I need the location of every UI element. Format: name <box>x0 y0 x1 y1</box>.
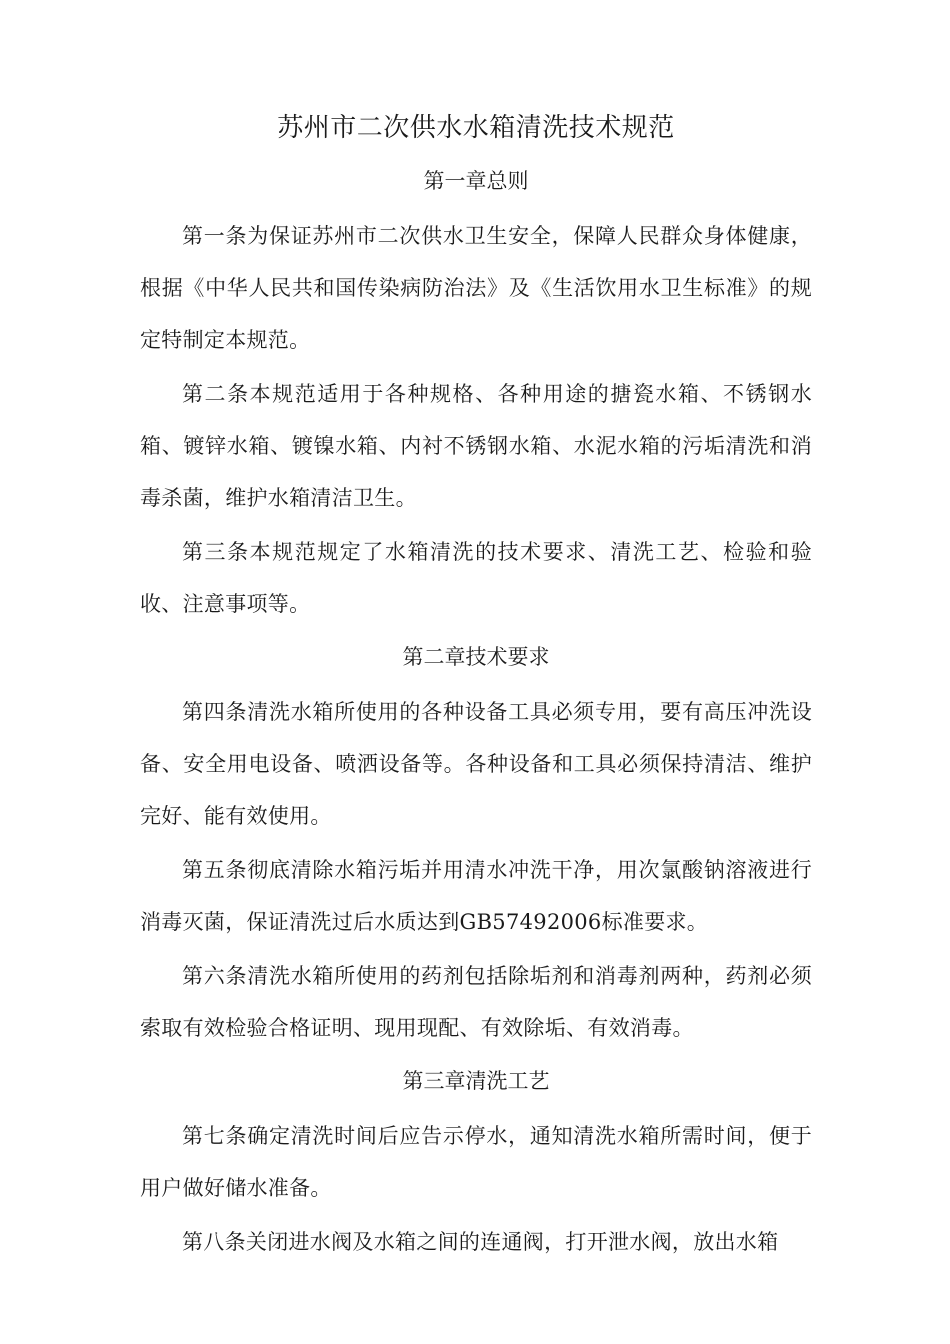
article-8: 第八条关闭进水阀及水箱之间的连通阀，打开泄水阀，放出水箱 <box>182 1230 779 1254</box>
article-2: 第二条本规范适用于各种规格、各种用途的搪瓷水箱、不锈钢水箱、镀锌水箱、镀镍水箱、内衬不锈钢水箱、水泥水箱的污垢清洗和消毒杀菌，维护水箱清洁卫生。 <box>140 382 812 510</box>
article-5: 第五条彻底清除水箱污垢并用清水冲洗干净，用次氯酸钠溶液进行消毒灭菌，保证清洗过后水质达到GB57492006标准要求。 <box>140 858 812 934</box>
article-6: 第六条清洗水箱所使用的药剂包括除垢剂和消毒剂两种，药剂必须索取有效检验合格证明、现用现配、有效除垢、有效消毒。 <box>140 964 812 1040</box>
article-4: 第四条清洗水箱所使用的各种设备工具必须专用，要有高压冲洗设备、安全用电设备、喷洒设备等。各种设备和工具必须保持清洁、维护完好、能有效使用。 <box>140 700 812 828</box>
article-1: 第一条为保证苏州市二次供水卫生安全，保障人民群众身体健康，根据《中华人民共和国传染病防治法》及《生活饮用水卫生标准》的规定特制定本规范。 <box>140 224 812 352</box>
chapter-heading-1: 第一章总则 <box>423 169 529 193</box>
document-title: 苏州市二次供水水箱清洗技术规范 <box>277 113 675 143</box>
article-7: 第七条确定清洗时间后应告示停水，通知清洗水箱所需时间，便于用户做好储水准备。 <box>140 1124 812 1200</box>
chapter-heading-2: 第二章技术要求 <box>402 645 550 669</box>
article-3: 第三条本规范规定了水箱清洗的技术要求、清洗工艺、检验和验收、注意事项等。 <box>140 540 812 616</box>
chapter-heading-3: 第三章清洗工艺 <box>402 1069 550 1093</box>
document-page <box>140 100 812 1270</box>
